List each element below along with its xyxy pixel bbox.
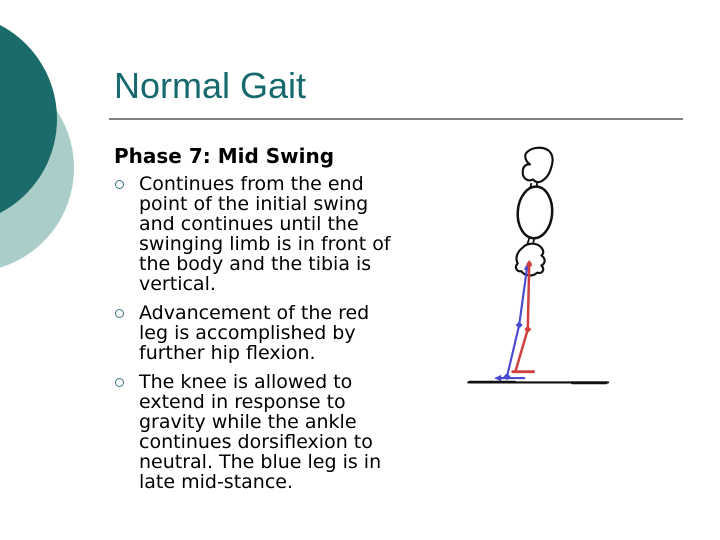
circle-bullet-icon [115, 309, 124, 318]
bullet-item [114, 303, 414, 363]
bullet-item [114, 174, 414, 294]
bullet-text: The knee is allowed to extend in response to gravity while the ankle continues dorsiflexion to neutral. The blue leg is in late mid-stance. [139, 371, 382, 493]
figure-head [523, 148, 553, 182]
figure-torso [516, 185, 554, 239]
title-underline [109, 118, 683, 120]
gait-stick-figure [430, 140, 660, 495]
bullet-text: Continues from the end point of the initial swing and continues until the swinging limb is in front of the body and the tibia is vertical. [139, 173, 391, 295]
phase-heading: Phase 7: Mid Swing [114, 144, 335, 168]
page-title: Normal Gait [114, 65, 307, 106]
bullet-text: Advancement of the red leg is accomplished by further hip flexion. [139, 302, 370, 364]
blue-leg [494, 263, 530, 381]
ground-line [468, 382, 608, 383]
circle-bullet-icon [115, 378, 124, 387]
circle-bullet-icon [115, 180, 124, 189]
bullet-item [114, 372, 414, 492]
content-block [114, 146, 414, 501]
